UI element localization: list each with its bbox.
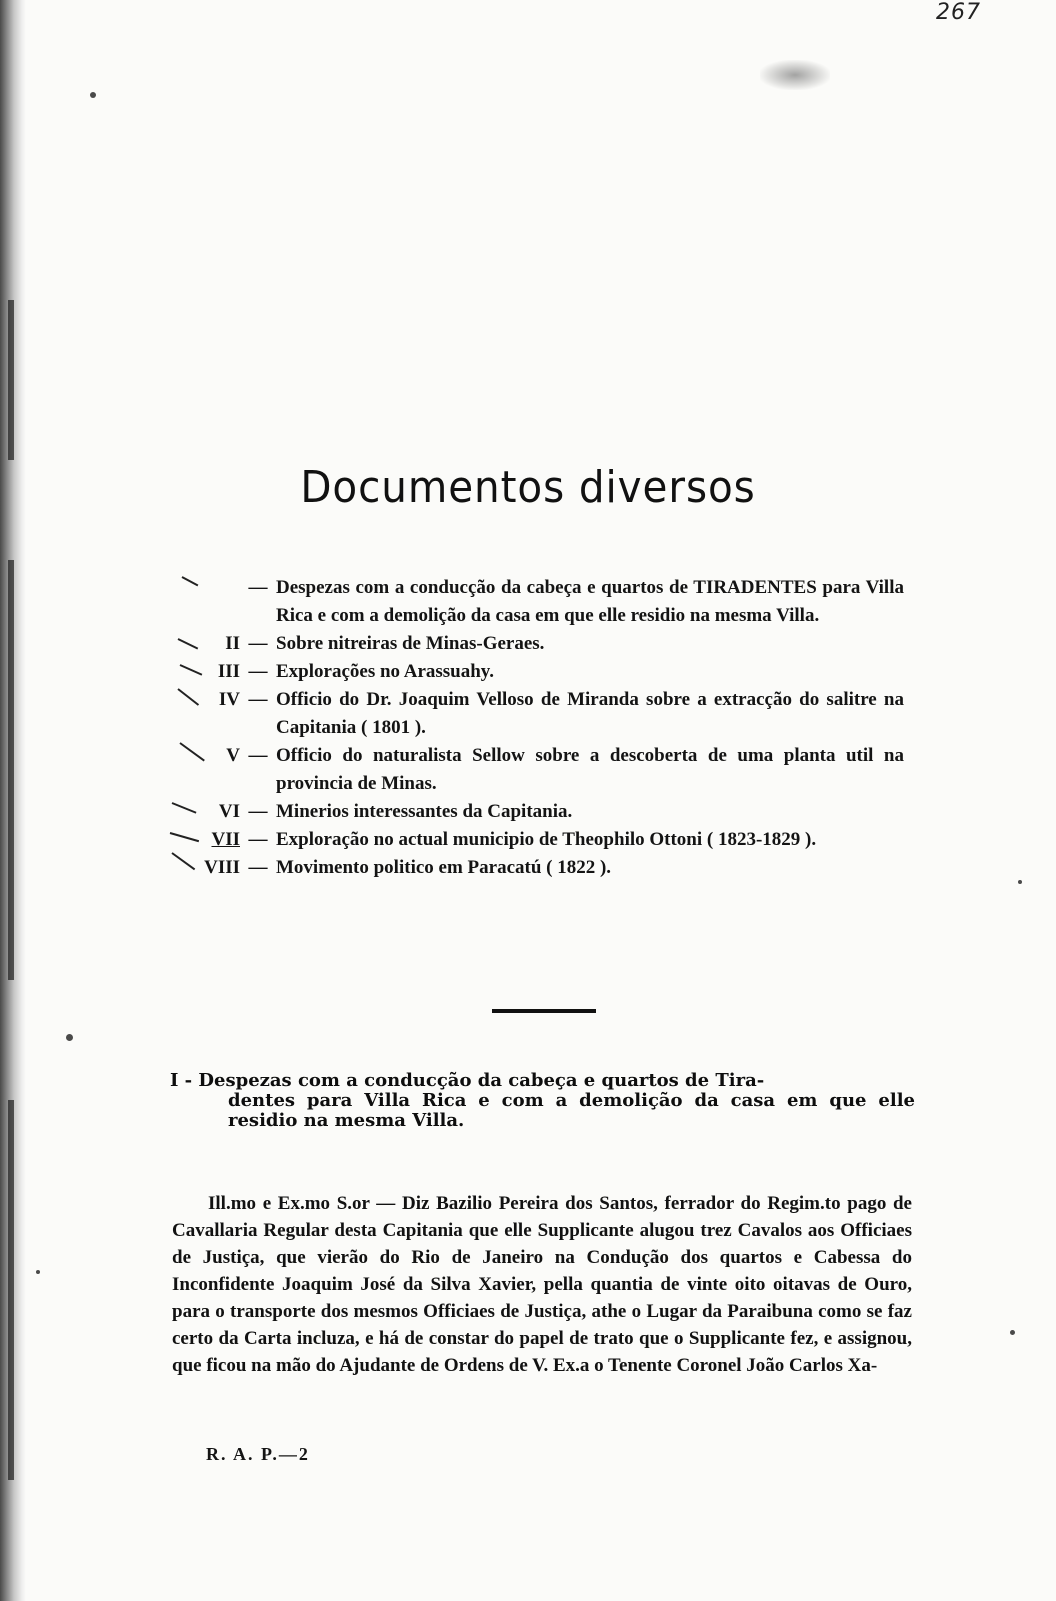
item-number: V bbox=[176, 742, 240, 770]
dash: — bbox=[248, 857, 268, 878]
table-of-contents bbox=[176, 574, 916, 882]
item-text: Explorações no Arassuahy. bbox=[276, 661, 495, 682]
pencil-tick-icon bbox=[172, 802, 197, 814]
item-number: VII bbox=[176, 826, 240, 854]
ink-speck bbox=[90, 92, 96, 98]
pencil-tick-icon bbox=[182, 576, 199, 586]
pencil-tick-icon bbox=[177, 688, 199, 706]
item-number: II bbox=[176, 630, 240, 658]
body-paragraph: Ill.mo e Ex.mo S.or — Diz Bazilio Pereira dos Santos, ferrador do Regim.to pago de Cavallaria Regular desta Capitania que elle Supplicante alugou trez Cavalos aos Officiaes de Justiça, que vierão do Rio de Janeiro na Condução dos quartos e Cabessa do Inconfidente Joaquim José da Silva Xavier, pella quantia de vinte oito oitavas de Ouro, para o transporte dos mesmos Officiaes de Justiça, athe o Lugar da Paraibuna como se faz certo da Carta incluza, e há de constar do papel de trato que o Supplicante fez, e assignou, que ficou na mão do Ajudante de Ordens de V. Ex.a o Tenente Coronel João Carlos Xa- bbox=[172, 1193, 912, 1376]
dash: — bbox=[248, 633, 268, 654]
dash: — bbox=[248, 745, 268, 766]
item-text: Sobre nitreiras de Minas-Geraes. bbox=[276, 633, 545, 654]
folio-mark: 267 bbox=[936, 0, 981, 25]
ink-speck bbox=[66, 1034, 73, 1041]
pencil-tick-icon bbox=[180, 664, 203, 676]
item-text: Exploração no actual municipio de Theophilo Ottoni ( 1823-1829 ). bbox=[276, 829, 817, 850]
list-item bbox=[176, 574, 916, 630]
item-text: Officio do Dr. Joaquim Velloso de Miranda sobre a extracção do salitre na Capitania ( 1801 ). bbox=[276, 689, 904, 738]
ink-speck bbox=[1010, 1330, 1015, 1335]
list-item bbox=[176, 658, 916, 686]
item-text: Despezas com a conducção da cabeça e quartos de TIRADENTES para Villa Rica e com a demolição da casa em que elle residio na mesma Villa. bbox=[276, 577, 904, 626]
ink-speck bbox=[36, 1270, 40, 1274]
item-number: IV bbox=[176, 686, 240, 714]
item-text: Minerios interessantes da Capitania. bbox=[276, 801, 573, 822]
dash: — bbox=[248, 801, 268, 822]
binding-shadow bbox=[8, 300, 14, 460]
section-divider bbox=[492, 1009, 596, 1013]
list-item bbox=[176, 742, 916, 798]
list-item bbox=[176, 826, 916, 854]
item-number: III bbox=[176, 658, 240, 686]
signature-mark: R. A. P.—2 bbox=[206, 1444, 310, 1464]
pencil-tick-icon bbox=[178, 638, 199, 649]
binding-shadow bbox=[8, 1100, 14, 1480]
item-number: VIII bbox=[176, 854, 240, 882]
section-heading-lead: I - Despezas com a conducção da cabeça e quartos de Tira- bbox=[170, 1070, 765, 1091]
ink-smudge bbox=[760, 60, 830, 90]
list-item bbox=[176, 630, 916, 658]
binding-shadow bbox=[8, 560, 14, 980]
list-item bbox=[176, 686, 916, 742]
dash: — bbox=[248, 577, 268, 598]
list-item bbox=[176, 798, 916, 826]
dash: — bbox=[248, 689, 268, 710]
pencil-tick-icon bbox=[170, 832, 199, 842]
item-text: Officio do naturalista Sellow sobre a descoberta de uma planta util na provincia de Minas. bbox=[276, 745, 904, 794]
dash: — bbox=[248, 661, 268, 682]
pencil-tick-icon bbox=[171, 852, 195, 870]
section-heading-rest: dentes para Villa Rica e com a demolição da casa em que elle residio na mesma Villa. bbox=[228, 1090, 915, 1131]
page-title: Documentos diversos bbox=[300, 462, 756, 513]
section-heading bbox=[170, 1071, 915, 1131]
item-number: VI bbox=[176, 798, 240, 826]
dash: — bbox=[248, 829, 268, 850]
ink-speck bbox=[1018, 880, 1022, 884]
item-text: Movimento politico em Paracatú ( 1822 ). bbox=[276, 857, 612, 878]
pencil-tick-icon bbox=[179, 742, 204, 761]
list-item bbox=[176, 854, 916, 882]
